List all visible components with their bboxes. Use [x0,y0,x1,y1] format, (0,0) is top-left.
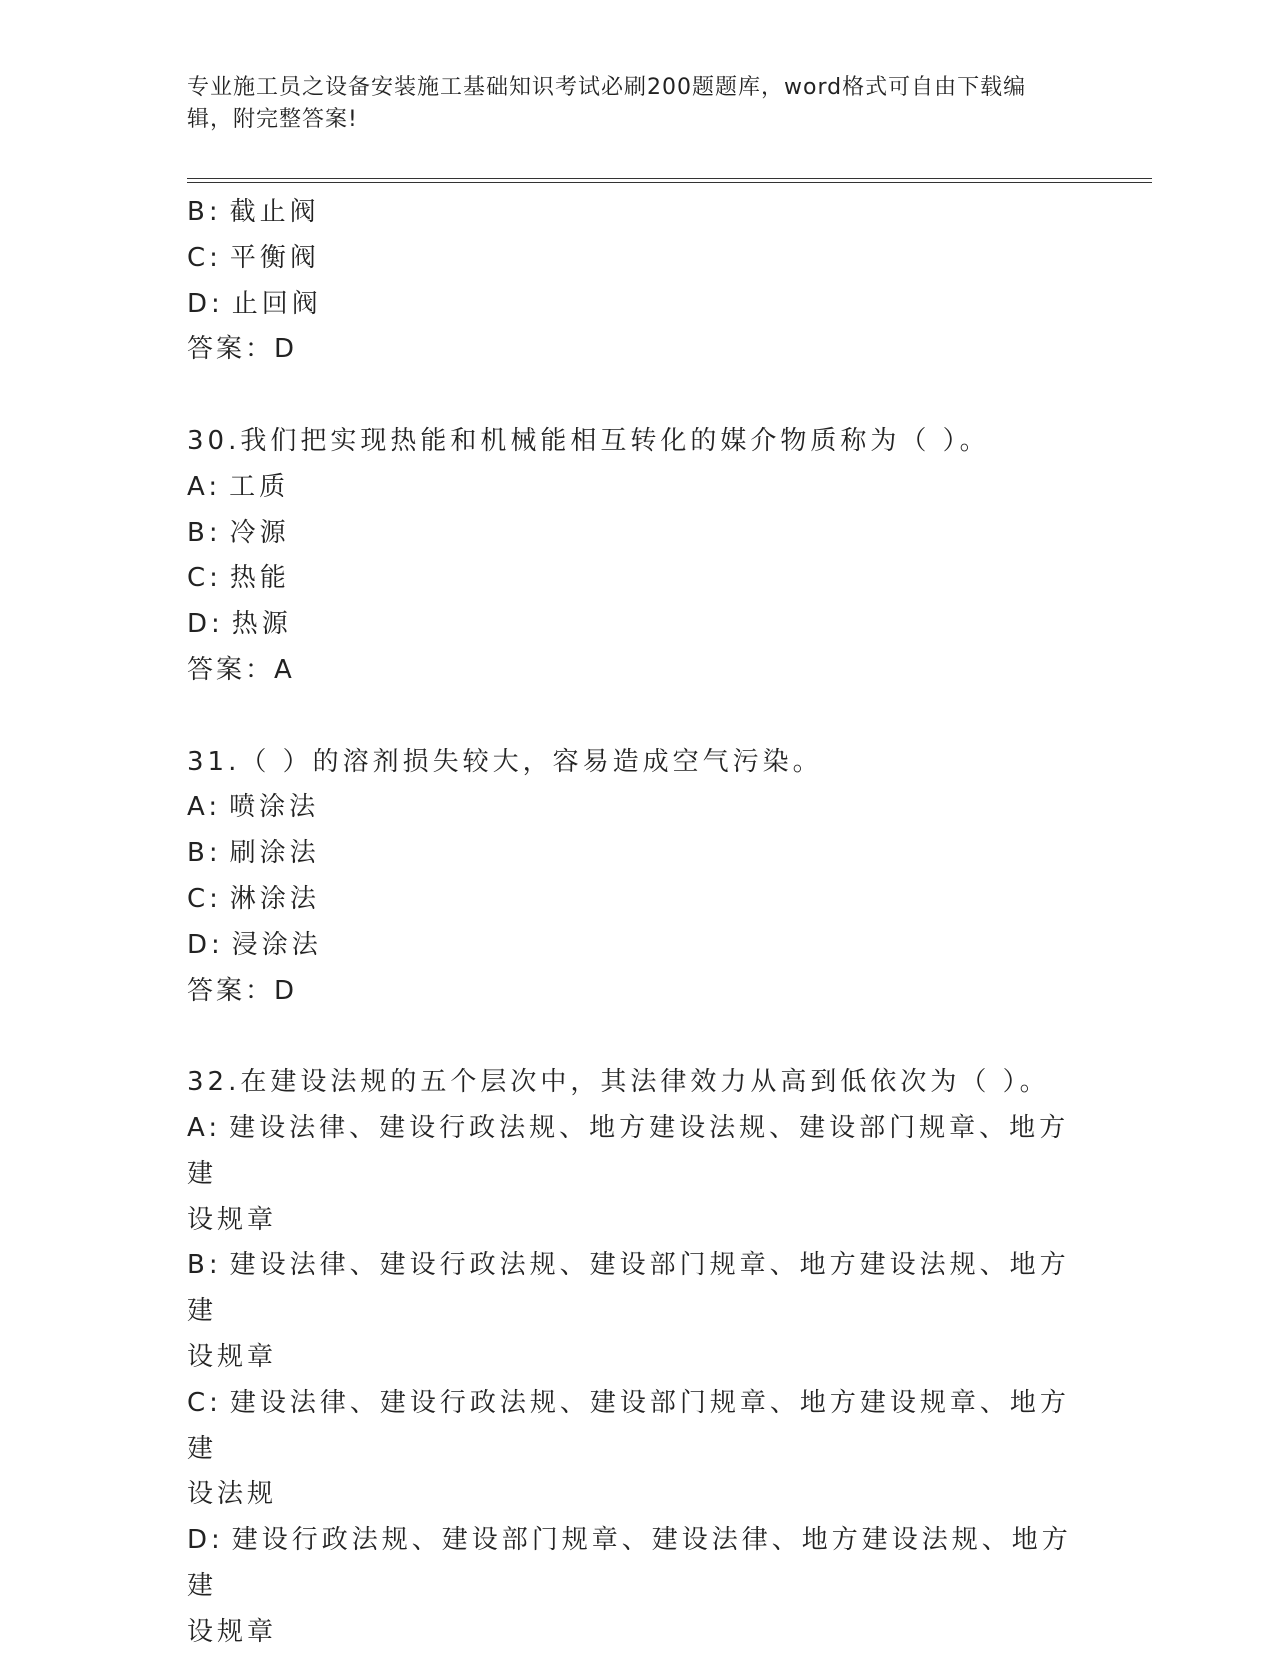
question-text: 在建设法规的五个层次中，其法律效力从高到低依次为（ ）。 [240,1067,1050,1098]
option-text: 建设法律、建设行政法规、建设部门规章、地方建设法规、地方建 [187,1250,1070,1327]
option-letter: A: [187,792,222,823]
option-d [187,602,1077,648]
option-letter: C: [187,563,222,594]
option-c [187,1381,1077,1518]
question-text: 我们把实现热能和机械能相互转化的媒介物质称为（ ）。 [240,425,990,456]
option-a [187,1106,1077,1243]
option-c [187,877,1077,923]
option-text-continued: 设规章 [187,1616,278,1647]
option-text: 刷涂法 [229,838,320,869]
option-text: 喷涂法 [229,792,320,823]
question-30 [187,419,1077,694]
answer-label: 答案： [187,334,275,365]
header-divider-top [187,178,1152,179]
option-d [187,1518,1077,1655]
document-header [187,72,1067,136]
option-b [187,190,1077,236]
option-letter: D: [187,288,224,319]
option-text: 止回阀 [231,288,322,319]
option-letter: A: [187,1112,222,1143]
question-32 [187,1060,1077,1655]
answer-label: 答案： [187,654,275,685]
option-c [187,236,1077,282]
option-text: 建设行政法规、建设部门规章、建设法律、地方建设法规、地方建 [187,1525,1072,1601]
option-letter: B: [187,517,222,548]
answer-line [187,648,1077,694]
option-text: 工质 [229,471,290,502]
option-text: 淋涂法 [229,883,320,914]
option-text: 热能 [229,563,290,594]
option-letter: C: [187,883,222,914]
option-letter: A: [187,471,222,502]
option-letter: C: [187,242,222,273]
option-letter: B: [187,838,222,869]
option-text: 热源 [231,609,292,640]
question-number: 31. [187,746,241,777]
option-d [187,282,1077,328]
option-text-continued: 设规章 [187,1204,278,1235]
option-letter: B: [187,1250,222,1281]
option-text: 平衡阀 [229,242,320,273]
option-a [187,465,1077,511]
question-31 [187,740,1077,1015]
question-text: （ ）的溶剂损失较大，容易造成空气污染。 [240,746,823,777]
answer-label: 答案： [187,975,275,1006]
answer-line [187,969,1077,1015]
option-b [187,1243,1077,1380]
question-stem [187,740,1077,786]
question-29-continued [187,190,1077,373]
option-b [187,511,1077,557]
question-stem [187,419,1077,465]
option-text: 冷源 [229,517,290,548]
option-letter: C: [187,1387,222,1418]
option-d [187,923,1077,969]
answer-value: D [274,334,299,365]
option-text: 浸涂法 [231,929,322,960]
header-title: 专业施工员之设备安装施工基础知识考试必刷200题题库，word格式可自由下载编辑，附完整答案! [187,75,1027,132]
option-text-continued: 设规章 [187,1341,278,1372]
option-text: 建设法律、建设行政法规、建设部门规章、地方建设规章、地方建 [187,1387,1070,1464]
option-text: 截止阀 [229,197,320,227]
option-a [187,785,1077,831]
question-list [187,190,1077,1656]
option-text-continued: 设法规 [187,1479,278,1510]
option-letter: D: [187,609,224,640]
option-letter: D: [187,1525,224,1556]
option-letter: B: [187,197,222,227]
answer-value: D [274,975,299,1006]
question-number: 30. [187,425,241,456]
option-text: 建设法律、建设行政法规、地方建设法规、建设部门规章、地方建 [187,1112,1070,1189]
question-stem [187,1060,1077,1106]
question-number: 32. [187,1067,241,1098]
option-b [187,831,1077,877]
answer-line [187,327,1077,373]
option-letter: D: [187,929,224,960]
header-divider-bottom [187,182,1152,183]
option-c [187,556,1077,602]
answer-value: A [274,654,296,685]
